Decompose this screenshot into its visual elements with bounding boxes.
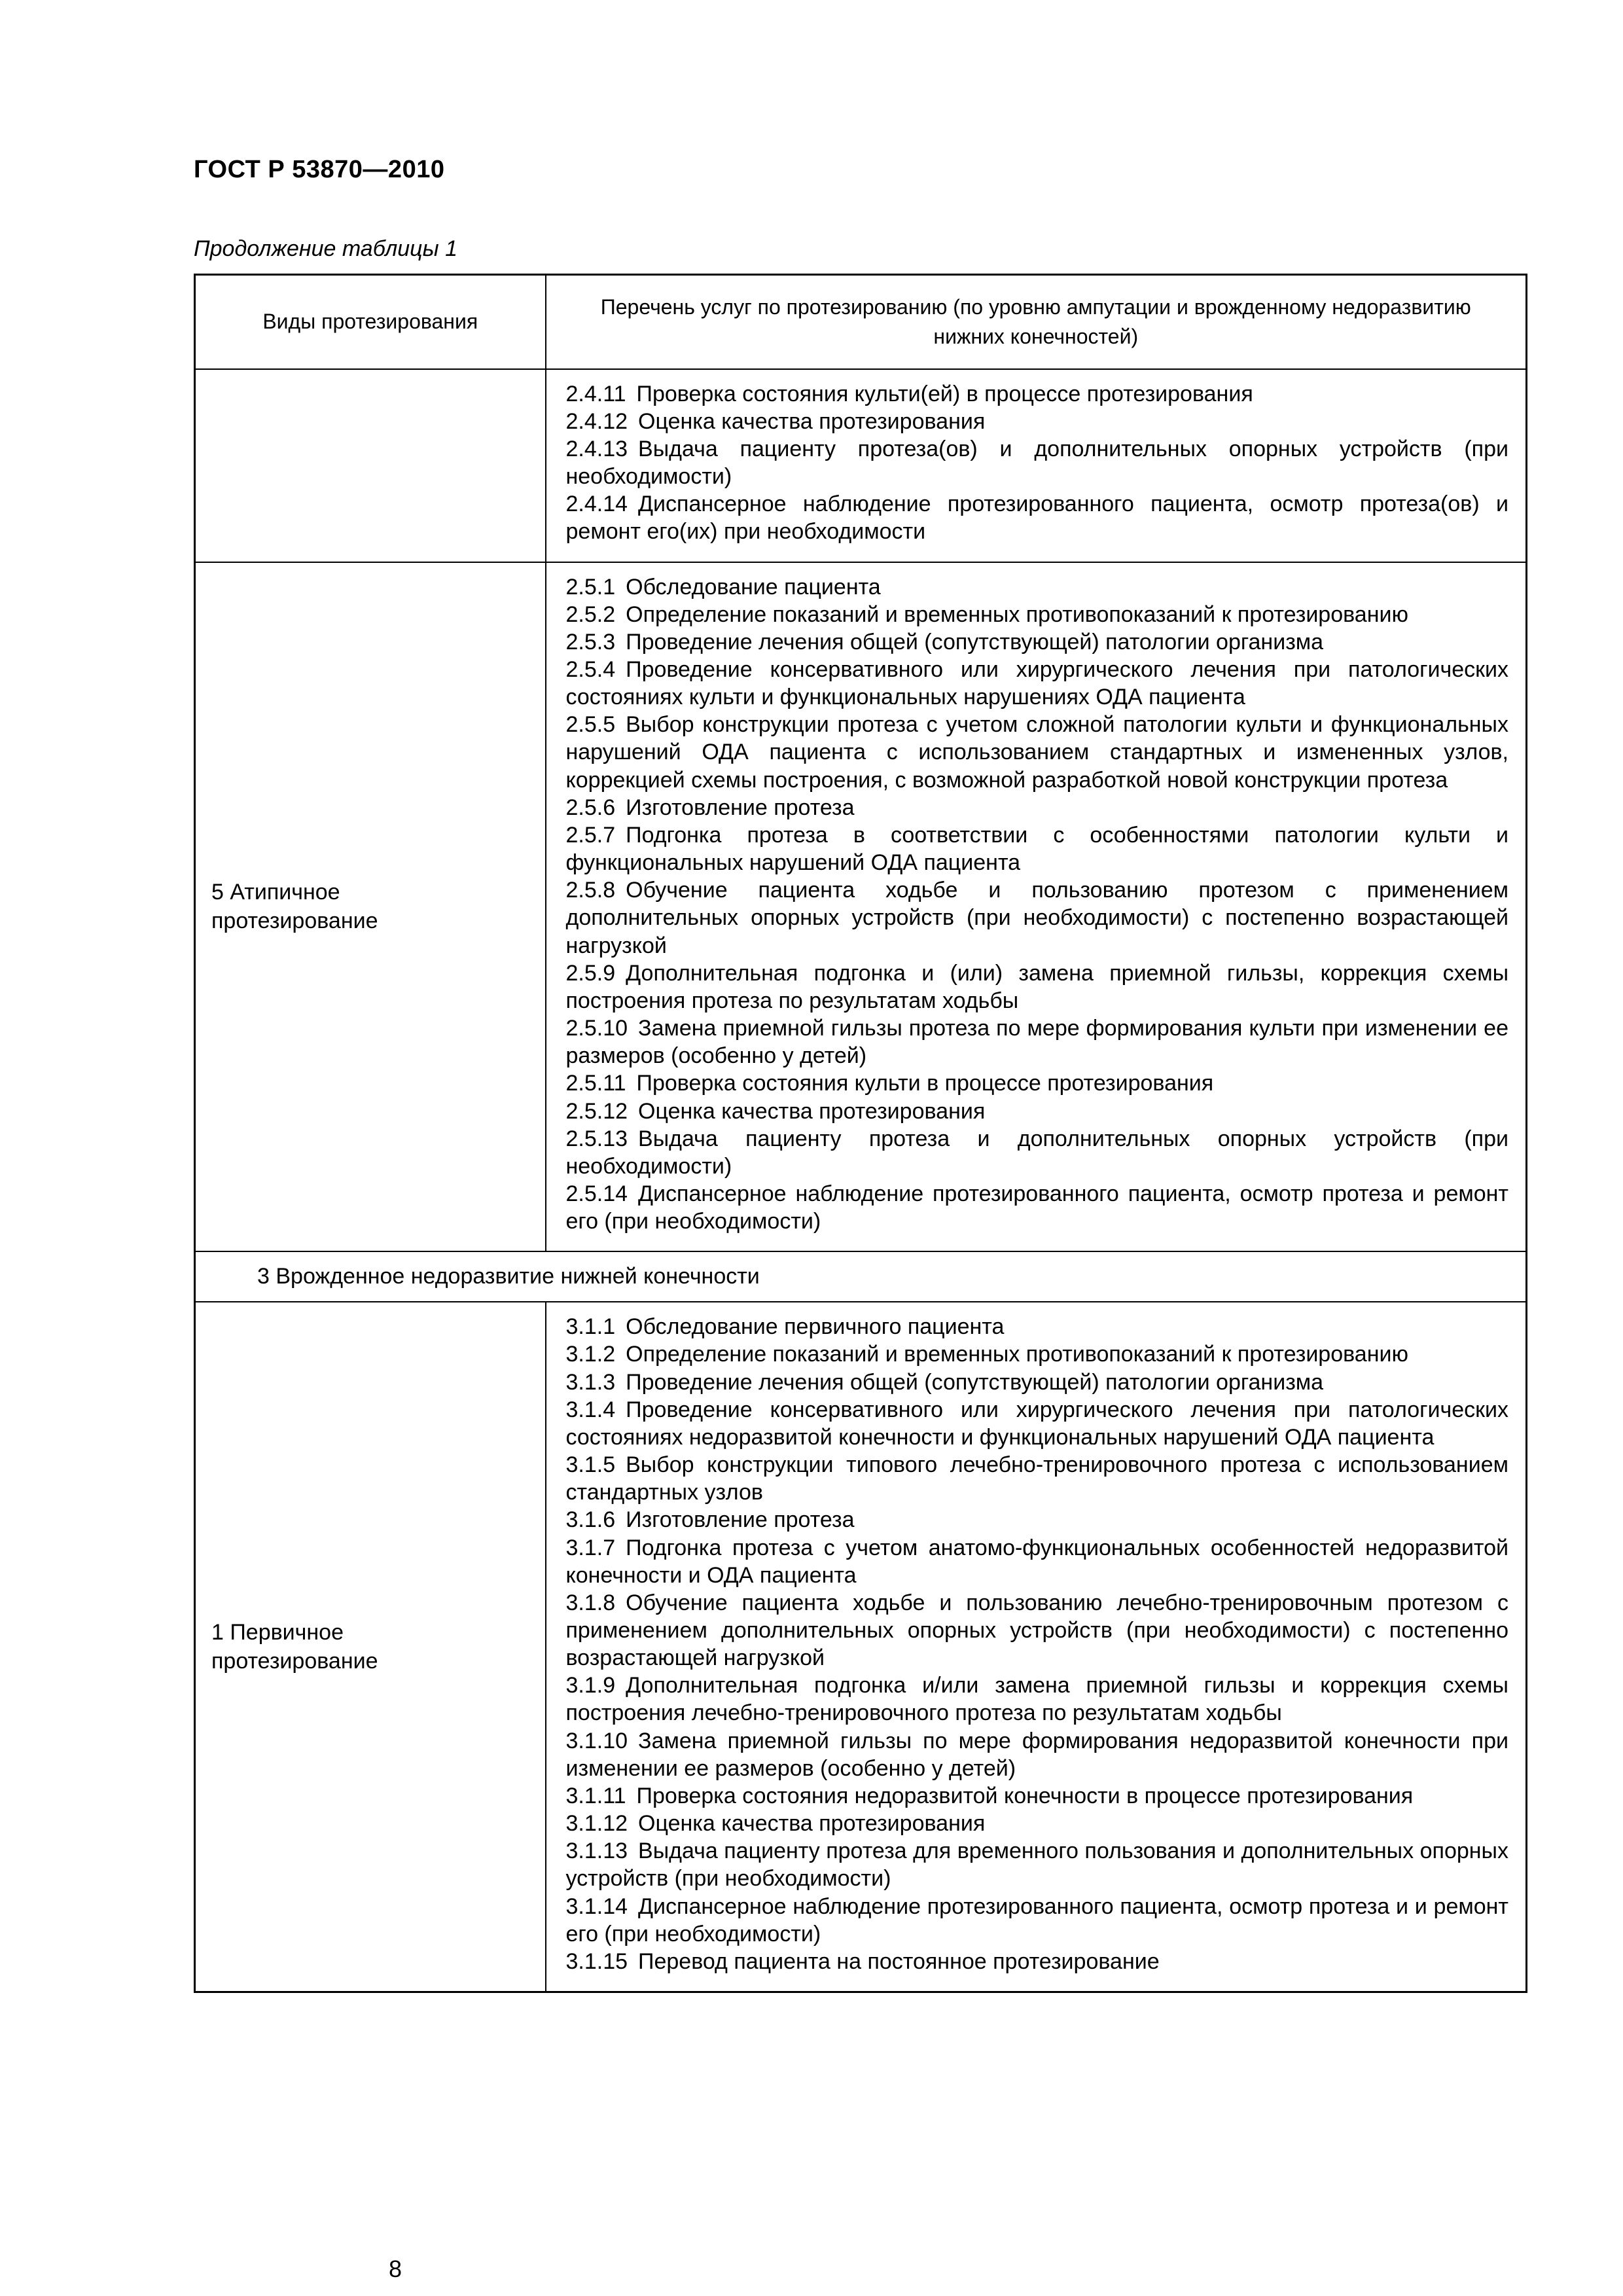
section-heading: 3 Врожденное недоразвитие нижней конечности: [195, 1251, 1527, 1302]
service-item-number: 3.1.15: [565, 1948, 628, 1974]
service-item-number: 3.1.10: [565, 1728, 628, 1753]
service-item-number: 3.1.12: [565, 1811, 628, 1837]
service-item: 2.5.10 Замена приемной гильзы протеза по мере формирования культи при изменении ее размеров (особенно у детей): [565, 1016, 1508, 1069]
service-item: 3.1.6 Изготовление протеза: [565, 1507, 855, 1533]
service-item-number: 2.5.7: [565, 822, 616, 848]
service-item-number: 2.5.2: [565, 601, 616, 627]
service-item: 3.1.3 Проведение лечения общей (сопутствующей) патологии организма: [565, 1369, 1324, 1395]
column-header-services-list: Перечень услуг по протезированию (по уровню ампутации и врожденному недоразвитию нижних конечностей): [546, 275, 1527, 369]
service-item-number: 2.5.9: [565, 960, 616, 986]
service-item: 2.5.3 Проведение лечения общей (сопутствующей) патологии организма: [565, 629, 1324, 655]
prosthetics-type-cell: 1 Первичное протезирование: [195, 1302, 546, 1992]
service-item: 2.5.14 Диспансерное наблюдение протезированного пациента, осмотр протеза и ремонт его (при необходимости): [565, 1181, 1508, 1234]
service-item-number: 2.5.4: [565, 657, 616, 682]
service-item: 2.5.2 Определение показаний и временных противопоказаний к протезированию: [565, 601, 1408, 627]
service-item: 3.1.2 Определение показаний и временных противопоказаний к протезированию: [565, 1342, 1408, 1367]
service-item: 2.5.6 Изготовление протеза: [565, 795, 855, 820]
service-item-number: 2.5.10: [565, 1016, 628, 1041]
table-row: [195, 369, 1527, 562]
service-item-number: 3.1.1: [565, 1314, 616, 1340]
service-item-number: 3.1.14: [565, 1893, 628, 1919]
table-row: [195, 1302, 1527, 1992]
service-item: 2.5.7 Подгонка протеза в соответствии с особенностями патологии культи и функциональных нарушений ОДА пациента: [565, 822, 1508, 876]
service-item-number: 2.4.12: [565, 408, 628, 434]
service-item-number: 2.5.8: [565, 878, 616, 903]
service-item: 2.5.5 Выбор конструкции протеза с учетом сложной патологии культи и функциональных нарушений ОДА пациента с использованием стандартных и измененных узлов, коррекцией схемы построения, с возможной разработкой новой конструкции протеза: [565, 712, 1508, 793]
service-item: 3.1.10 Замена приемной гильзы по мере формирования недоразвитой конечности при изменении ее размеров (особенно у детей): [565, 1728, 1508, 1781]
table-caption: Продолжение таблицы 1: [194, 236, 457, 261]
service-item-number: 2.5.11: [565, 1071, 626, 1096]
service-item-number: 2.5.13: [565, 1126, 628, 1151]
service-item: 2.4.14 Диспансерное наблюдение протезированного пациента, осмотр протеза(ов) и ремонт его(их) при необходимости: [565, 492, 1508, 545]
prosthetics-type-cell: [195, 369, 546, 562]
service-item-number: 2.5.5: [565, 712, 616, 738]
service-item-number: 3.1.2: [565, 1342, 616, 1367]
service-item-number: 2.5.14: [565, 1181, 628, 1206]
service-item-number: 3.1.3: [565, 1369, 616, 1395]
service-item: 3.1.1 Обследование первичного пациента: [565, 1314, 1005, 1340]
services-cell: [546, 562, 1527, 1252]
service-item-number: 2.5.1: [565, 574, 616, 600]
service-item: 3.1.9 Дополнительная подгонка и/или замена приемной гильзы и коррекция схемы построения лечебно-тренировочного протеза по результатам ходьбы: [565, 1673, 1508, 1726]
service-item: 3.1.12 Оценка качества протезирования: [565, 1811, 986, 1837]
service-item: 3.1.15 Перевод пациента на постоянное протезирование: [565, 1948, 1160, 1974]
table-body: [195, 369, 1527, 1992]
service-item-number: 2.4.14: [565, 492, 628, 517]
service-item-number: 3.1.11: [565, 1783, 626, 1808]
services-cell: [546, 1302, 1527, 1992]
service-item: 2.5.13 Выдача пациенту протеза и дополнительных опорных устройств (при необходимости): [565, 1126, 1508, 1179]
service-item: 3.1.11 Проверка состояния недоразвитой конечности в процессе протезирования: [565, 1783, 1414, 1808]
service-item: 3.1.14 Диспансерное наблюдение протезированного пациента, осмотр протеза и и ремонт его (при необходимости): [565, 1893, 1508, 1946]
service-item: 3.1.7 Подгонка протеза с учетом анатомо-функциональных особенностей недоразвитой конечности и ОДА пациента: [565, 1535, 1508, 1588]
service-item: 2.5.11 Проверка состояния культи в процессе протезирования: [565, 1071, 1214, 1096]
service-item-number: 2.5.6: [565, 795, 616, 820]
service-item: 2.5.12 Оценка качества протезирования: [565, 1098, 986, 1124]
service-item-number: 3.1.7: [565, 1535, 616, 1560]
prosthetics-type-cell: 5 Атипичное протезирование: [195, 562, 546, 1252]
service-item: 2.4.12 Оценка качества протезирования: [565, 408, 986, 434]
page-content: [194, 156, 1527, 2282]
service-item-number: 3.1.9: [565, 1673, 616, 1698]
service-item-number: 3.1.6: [565, 1507, 616, 1533]
service-item-number: 3.1.4: [565, 1397, 616, 1422]
service-item-number: 3.1.13: [565, 1839, 628, 1864]
column-header-prosthetics-types: Виды протезирования: [195, 275, 546, 369]
services-table: [194, 274, 1527, 1993]
service-item-number: 2.4.11: [565, 381, 626, 406]
service-item: 3.1.8 Обучение пациента ходьбе и пользованию лечебно-тренировочным протезом с применением дополнительных опорных устройств (при необходимости) с постепенно возрастающей нагрузкой: [565, 1590, 1508, 1671]
table-header-row: [195, 275, 1527, 369]
service-item-number: 3.1.5: [565, 1452, 616, 1478]
table-row: [195, 562, 1527, 1252]
table-row: [195, 1251, 1527, 1302]
services-cell: [546, 369, 1527, 562]
service-item-number: 3.1.8: [565, 1590, 616, 1615]
service-item: 3.1.4 Проведение консервативного или хирургического лечения при патологических состояниях недоразвитой конечности и функциональных нарушений ОДА пациента: [565, 1397, 1508, 1450]
service-item-number: 2.4.13: [565, 436, 628, 461]
service-item: 2.5.4 Проведение консервативного или хирургического лечения при патологических состояниях культи и функциональных нарушениях ОДА пациента: [565, 657, 1508, 710]
document-number: ГОСТ Р 53870—2010: [194, 156, 445, 183]
service-item-number: 2.5.3: [565, 629, 616, 655]
service-item-number: 2.5.12: [565, 1098, 628, 1124]
service-item: 3.1.5 Выбор конструкции типового лечебно-тренировочного протеза с использованием стандартных узлов: [565, 1452, 1508, 1505]
service-item: 2.5.1 Обследование пациента: [565, 574, 881, 600]
service-item: 2.5.8 Обучение пациента ходьбе и пользованию протезом с применением дополнительных опорных устройств (при необходимости) с постепенно возрастающей нагрузкой: [565, 878, 1508, 958]
service-item: 3.1.13 Выдача пациенту протеза для временного пользования и дополнительных опорных устройств (при необходимости): [565, 1839, 1508, 1892]
page-number: 8: [389, 2255, 402, 2282]
service-item: 2.4.13 Выдача пациенту протеза(ов) и дополнительных опорных устройств (при необходимости): [565, 436, 1508, 490]
service-item: 2.4.11 Проверка состояния культи(ей) в процессе протезирования: [565, 381, 1253, 406]
service-item: 2.5.9 Дополнительная подгонка и (или) замена приемной гильзы, коррекция схемы построения протеза по результатам ходьбы: [565, 960, 1508, 1013]
